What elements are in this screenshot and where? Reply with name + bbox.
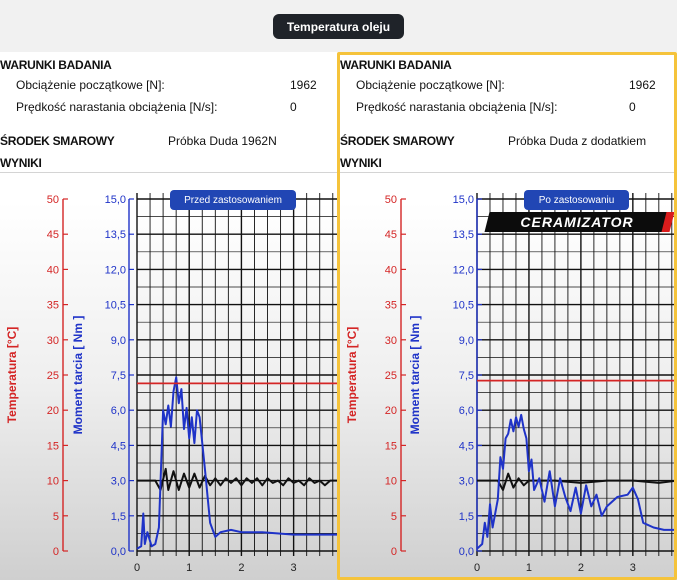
results-heading: WYNIKI: [340, 156, 382, 170]
logo-text: CERAMIZATOR: [520, 214, 634, 230]
temperature-tick-label: 50: [384, 194, 397, 206]
x-tick-label: 1: [186, 562, 193, 574]
load-rate-value: 0: [629, 100, 636, 114]
x-tick-label: 1: [525, 562, 533, 574]
divider: [0, 172, 338, 173]
temperature-tick-label: 50: [46, 194, 59, 206]
torque-tick-label: 15,0: [104, 194, 126, 206]
temperature-axis-label: Temperatura [°C]: [5, 326, 19, 424]
torque-axis-label: Moment tarcia [ Nm ]: [71, 315, 85, 435]
temperature-tick-label: 40: [46, 264, 59, 277]
sample-name: Próbka Duda z dodatkiem: [508, 134, 647, 148]
temperature-tick-label: 30: [46, 334, 59, 347]
temperature-tick-label: 25: [46, 370, 59, 382]
temperature-tick-label: 35: [46, 299, 59, 312]
temperature-tick-label: 10: [46, 475, 59, 488]
test-conditions-heading: WARUNKI BADANIA: [0, 58, 112, 72]
temperature-tick-label: 40: [384, 264, 397, 277]
torque-tick-label: 9,0: [110, 334, 126, 347]
divider: [337, 172, 677, 173]
temperature-tick-label: 0: [390, 546, 397, 558]
temperature-tick-label: 5: [52, 510, 59, 523]
test-conditions-heading: WARUNKI BADANIA: [340, 58, 452, 72]
temperature-tick-label: 20: [384, 405, 397, 418]
initial-load-label: Obciążenie początkowe [N]:: [356, 78, 505, 92]
before-tag: Przed zastosowaniem: [170, 190, 296, 210]
load-rate-label: Prędkość narastania obciążenia [N/s]:: [16, 100, 218, 114]
temperature-tick-label: 45: [384, 229, 397, 242]
load-series-line: [137, 469, 338, 490]
load-rate-value: 0: [290, 100, 297, 114]
torque-tick-label: 12,0: [452, 264, 474, 277]
torque-tick-label: 1,5: [458, 510, 474, 523]
load-series-line: [477, 474, 677, 490]
x-tick-label: 0: [133, 562, 141, 574]
temperature-tick-label: 25: [384, 370, 397, 382]
torque-tick-label: 1,5: [110, 510, 126, 523]
torque-tick-label: 9,0: [458, 334, 474, 347]
torque-tick-label: 4,5: [110, 440, 126, 453]
torque-tick-label: 6,0: [458, 405, 474, 418]
temperature-tick-label: 30: [384, 334, 397, 347]
temperature-tick-label: 15: [384, 440, 397, 453]
lubricant-heading: ŚRODEK SMAROWY: [0, 134, 115, 148]
page-title: Temperatura oleju: [273, 14, 404, 39]
torque-tick-label: 3,0: [110, 475, 126, 488]
initial-load-value: 1962: [290, 78, 317, 92]
after-panel: [337, 52, 677, 580]
lubricant-heading: ŚRODEK SMAROWY: [340, 134, 455, 148]
x-tick-label: 3: [629, 562, 636, 574]
before-panel: [0, 52, 338, 580]
temperature-axis-label: Temperatura [°C]: [345, 326, 359, 424]
after-tag: Po zastosowaniu: [524, 190, 629, 210]
torque-tick-label: 4,5: [458, 440, 474, 453]
torque-tick-label: 13,5: [104, 229, 126, 242]
temperature-tick-label: 35: [384, 299, 397, 312]
torque-tick-label: 10,5: [452, 299, 474, 312]
temperature-tick-label: 5: [390, 510, 397, 523]
x-tick-label: 3: [290, 562, 297, 574]
x-tick-label: 2: [238, 562, 245, 574]
torque-tick-label: 3,0: [458, 475, 474, 488]
torque-tick-label: 15,0: [452, 194, 474, 206]
temperature-tick-label: 20: [46, 405, 59, 418]
results-heading: WYNIKI: [0, 156, 42, 170]
ceramizator-logo: [485, 212, 670, 232]
torque-axis-label: Moment tarcia [ Nm ]: [408, 315, 422, 435]
initial-load-label: Obciążenie początkowe [N]:: [16, 78, 165, 92]
torque-tick-label: 0,0: [458, 546, 474, 558]
friction-chart-after: [337, 177, 677, 580]
load-rate-label: Prędkość narastania obciążenia [N/s]:: [356, 100, 558, 114]
torque-tick-label: 13,5: [452, 229, 474, 242]
temperature-tick-label: 0: [52, 546, 59, 558]
x-tick-label: 2: [577, 562, 584, 574]
temperature-tick-label: 45: [46, 229, 59, 242]
friction-chart-before: [0, 177, 338, 580]
torque-tick-label: 6,0: [110, 405, 126, 418]
temperature-tick-label: 10: [384, 475, 397, 488]
x-tick-label: 0: [473, 562, 481, 574]
torque-tick-label: 7,5: [458, 370, 474, 382]
initial-load-value: 1962: [629, 78, 656, 92]
torque-tick-label: 12,0: [104, 264, 126, 277]
torque-tick-label: 10,5: [104, 299, 126, 312]
sample-name: Próbka Duda 1962N: [168, 134, 277, 148]
temperature-tick-label: 15: [46, 440, 59, 453]
torque-tick-label: 0,0: [110, 546, 126, 558]
torque-tick-label: 7,5: [110, 370, 126, 382]
